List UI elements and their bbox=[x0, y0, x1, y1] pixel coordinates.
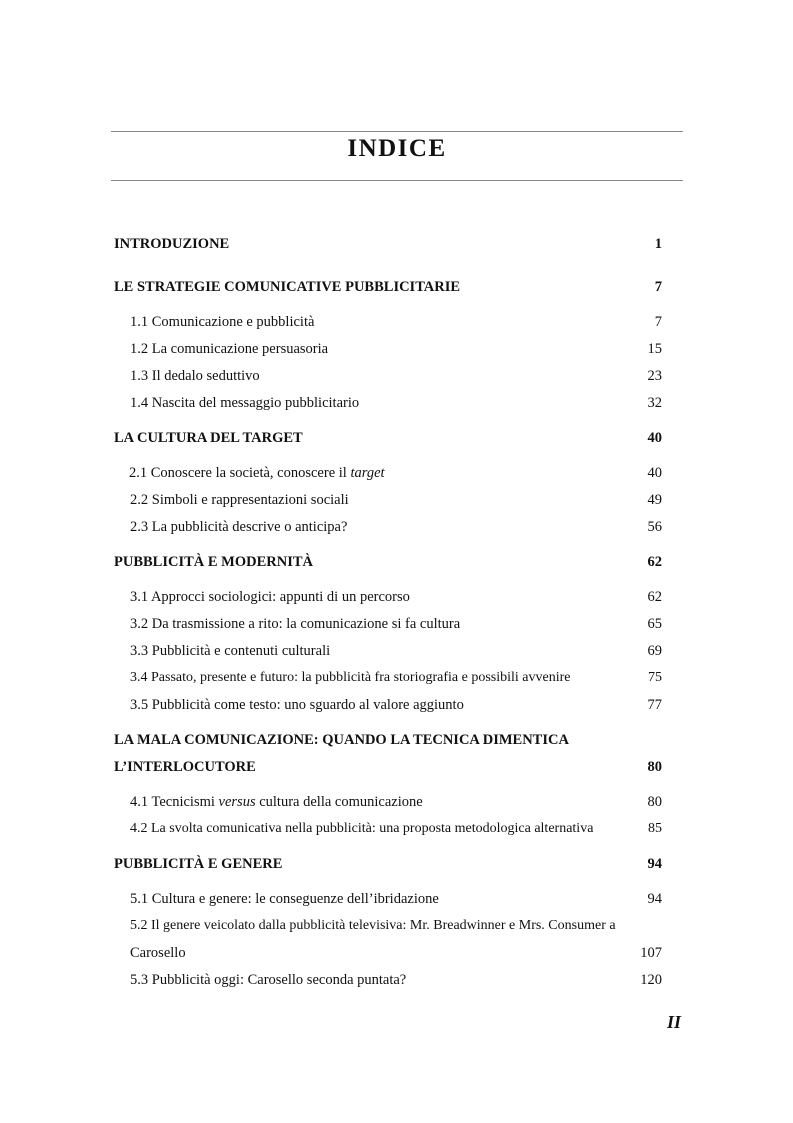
section-page: 85 bbox=[648, 821, 662, 836]
section-page: 56 bbox=[647, 519, 662, 535]
section-page: 69 bbox=[647, 643, 662, 659]
toc-section[interactable] bbox=[130, 338, 662, 360]
chapter-page: 94 bbox=[647, 856, 662, 872]
section-title: 4.2 La svolta comunicativa nella pubblicità: una proposta metodologica alternativa bbox=[130, 821, 594, 836]
section-title: 1.2 La comunicazione persuasoria bbox=[130, 341, 329, 357]
section-title: 1.4 Nascita del messaggio pubblicitario bbox=[130, 395, 360, 411]
section-title: 3.1 Approcci sociologici: appunti di un percorso bbox=[130, 589, 410, 605]
chapter-page: 40 bbox=[647, 430, 662, 446]
section-page: 15 bbox=[647, 341, 662, 357]
section-page: 40 bbox=[647, 465, 662, 481]
section-title bbox=[130, 791, 423, 813]
toc-section[interactable] bbox=[130, 694, 662, 716]
toc-chapter-line[interactable] bbox=[114, 729, 662, 751]
toc-section[interactable] bbox=[130, 791, 662, 813]
section-page: 94 bbox=[647, 891, 662, 907]
section-page: 65 bbox=[647, 616, 662, 632]
toc-section[interactable] bbox=[130, 516, 662, 538]
toc-section[interactable] bbox=[130, 392, 662, 414]
toc-section[interactable] bbox=[130, 667, 662, 689]
chapter-page: 80 bbox=[647, 759, 662, 775]
chapter-title: INTRODUZIONE bbox=[114, 236, 230, 252]
bottom-rule bbox=[111, 180, 683, 181]
top-rule bbox=[111, 131, 683, 132]
section-page: 75 bbox=[648, 670, 662, 685]
section-title: 1.3 Il dedalo seduttivo bbox=[130, 368, 260, 384]
toc-section[interactable] bbox=[130, 311, 662, 333]
section-title bbox=[129, 462, 385, 484]
section-title: 5.2 Il genere veicolato dalla pubblicità televisiva: Mr. Breadwinner e Mrs. Consumer a bbox=[130, 918, 616, 933]
toc-section[interactable] bbox=[129, 462, 662, 484]
chapter-page: 7 bbox=[654, 279, 662, 295]
toc-chapter[interactable] bbox=[114, 276, 662, 298]
page-number: II bbox=[666, 1012, 681, 1032]
chapter-title: LA MALA COMUNICAZIONE: QUANDO LA TECNICA DIMENTICA bbox=[114, 732, 569, 748]
section-title: 1.1 Comunicazione e pubblicità bbox=[130, 314, 315, 330]
section-page: 120 bbox=[640, 972, 662, 988]
toc-chapter[interactable] bbox=[114, 233, 662, 255]
toc-section[interactable] bbox=[130, 942, 662, 964]
section-page: 49 bbox=[647, 492, 662, 508]
toc-section[interactable] bbox=[130, 969, 662, 991]
section-title: 3.5 Pubblicità come testo: uno sguardo al valore aggiunto bbox=[130, 697, 464, 713]
toc-section[interactable] bbox=[130, 888, 662, 910]
toc-chapter[interactable] bbox=[114, 756, 662, 778]
chapter-title: PUBBLICITÀ E GENERE bbox=[114, 856, 283, 872]
section-title-text: cultura della comunicazione bbox=[255, 794, 423, 810]
section-title: 3.3 Pubblicità e contenuti culturali bbox=[130, 643, 331, 659]
section-page: 77 bbox=[647, 697, 662, 713]
section-title-emphasis: versus bbox=[218, 794, 256, 810]
toc-section[interactable] bbox=[130, 586, 662, 608]
section-page: 62 bbox=[647, 589, 662, 605]
section-title-emphasis: target bbox=[350, 465, 385, 481]
chapter-page: 1 bbox=[654, 236, 662, 252]
toc-chapter[interactable] bbox=[114, 427, 662, 449]
chapter-page: 62 bbox=[647, 554, 662, 570]
toc-section[interactable] bbox=[130, 489, 662, 511]
section-title: 2.3 La pubblicità descrive o anticipa? bbox=[130, 519, 348, 535]
section-title: 5.3 Pubblicità oggi: Carosello seconda puntata? bbox=[130, 972, 407, 988]
section-title: 5.1 Cultura e genere: le conseguenze dell’ibridazione bbox=[130, 891, 439, 907]
chapter-title: LE STRATEGIE COMUNICATIVE PUBBLICITARIE bbox=[114, 279, 461, 295]
section-title-text: 2.1 Conoscere la società, conoscere il bbox=[129, 465, 351, 481]
toc-chapter[interactable] bbox=[114, 551, 662, 573]
section-title: 3.4 Passato, presente e futuro: la pubblicità fra storiografia e possibili avvenire bbox=[130, 670, 571, 685]
section-page: 107 bbox=[640, 945, 662, 961]
toc-section[interactable] bbox=[130, 818, 662, 840]
page-title: INDICE bbox=[347, 135, 447, 162]
section-title: 2.2 Simboli e rappresentazioni sociali bbox=[130, 492, 349, 508]
toc-section[interactable] bbox=[130, 613, 662, 635]
section-title: 3.2 Da trasmissione a rito: la comunicazione si fa cultura bbox=[130, 616, 461, 632]
section-title-text: 4.1 Tecnicismi bbox=[130, 794, 219, 810]
toc-section-line[interactable] bbox=[130, 915, 664, 937]
section-page: 32 bbox=[647, 395, 662, 411]
chapter-title: PUBBLICITÀ E MODERNITÀ bbox=[114, 554, 313, 570]
toc-section[interactable] bbox=[130, 365, 662, 387]
section-page: 23 bbox=[647, 368, 662, 384]
toc-chapter[interactable] bbox=[114, 853, 662, 875]
toc-section[interactable] bbox=[130, 640, 662, 662]
section-page: 7 bbox=[654, 314, 662, 330]
chapter-title: LA CULTURA DEL TARGET bbox=[114, 430, 303, 446]
section-page: 80 bbox=[647, 794, 662, 810]
section-title: Carosello bbox=[130, 945, 186, 961]
chapter-title: L’INTERLOCUTORE bbox=[114, 759, 256, 775]
